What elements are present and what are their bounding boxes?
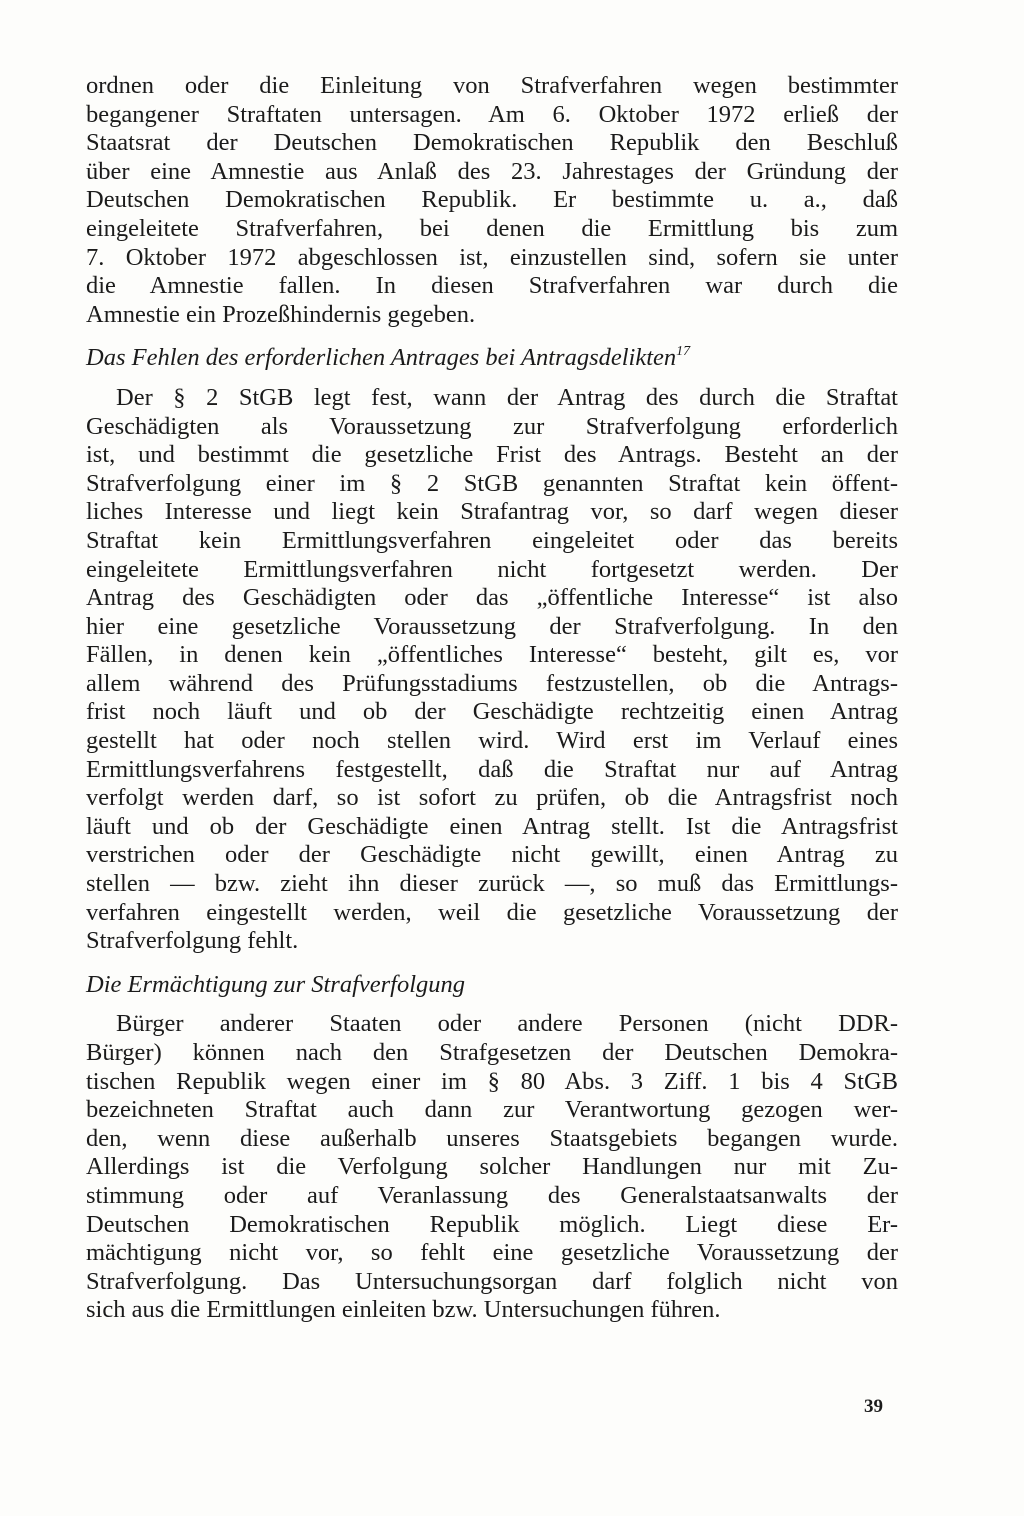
text-line: Bürger) können nach den Strafgesetzen der Deutschen Demokra- [86, 1039, 898, 1066]
text-line: bezeichneten Straftat auch dann zur Verantwortung gezogen wer- [86, 1096, 898, 1124]
text-line: frist noch läuft und ob der Geschädigte rechtzeitig einen Antrag [86, 698, 898, 726]
text-line: Der § 2 StGB legt fest, wann der Antrag des durch die Straftat [116, 383, 898, 411]
text-line: hier eine gesetzliche Voraussetzung der Strafverfolgung. In den [86, 612, 898, 640]
page-body [86, 72, 898, 1325]
text-line: über eine Amnestie aus Anlaß des 23. Jahrestages der Gründung der [86, 157, 898, 185]
text-line: Fällen, in denen kein „öffentliches Interesse“ besteht, gilt es, vor [86, 641, 898, 669]
text-line: Ermittlungsverfahrens festgestellt, daß die Straftat nur auf Antrag [86, 755, 898, 783]
text-line: ordnen oder die Einleitung von Strafverfahren wegen bestimmter [86, 72, 898, 99]
section-heading-antragsdelikte [86, 344, 898, 373]
text-line: ist, und bestimmt die gesetzliche Frist des Antrags. Besteht an der [86, 441, 898, 469]
text-line: stimmung oder auf Veranlassung des Generalstaatsanwalts der [86, 1181, 898, 1209]
text-line: verfolgt werden darf, so ist sofort zu prüfen, ob die Antragsfrist noch [86, 784, 898, 812]
text-line: mächtigung nicht vor, so fehlt eine gesetzliche Voraussetzung der [86, 1239, 898, 1267]
text-line: Staatsrat der Deutschen Demokratischen Republik den Beschluß [86, 129, 898, 157]
footnote-marker: 17 [676, 344, 691, 360]
text-line: Strafverfolgung fehlt. [86, 927, 299, 955]
text-line: Strafverfolgung. Das Untersuchungsorgan darf folglich nicht von [86, 1267, 898, 1295]
text-line: 7. Oktober 1972 abgeschlossen ist, einzustellen sind, sofern sie unter [86, 243, 898, 271]
text-line: die Amnestie fallen. In diesen Strafverfahren war durch die [86, 272, 898, 300]
text-line: den, wenn diese außerhalb unseres Staatsgebiets begangen wurde. [86, 1124, 898, 1152]
paragraph-ermaechtigung [86, 1010, 898, 1325]
text-line: begangener Straftaten untersagen. Am 6. Oktober 1972 erließ der [86, 100, 898, 128]
text-line: Antrag des Geschädigten oder das „öffentliche Interesse“ ist also [86, 584, 898, 612]
text-line: läuft und ob der Geschädigte einen Antrag stellt. Ist die Antragsfrist [86, 812, 898, 840]
text-line: sich aus die Ermittlungen einleiten bzw. Untersuchungen führen. [86, 1296, 721, 1324]
heading-text: Das Fehlen des erforderlichen Antrages bei Antragsdelikten [86, 344, 677, 372]
text-line: stellen — bzw. zieht ihn dieser zurück —, so muß das Ermittlungs- [86, 870, 898, 898]
text-line: eingeleitete Ermittlungsverfahren nicht fortgesetzt werden. Der [86, 555, 898, 583]
text-line: Straftat kein Ermittlungsverfahren eingeleitet oder das bereits [86, 526, 898, 554]
page-number: 39 [864, 1396, 883, 1417]
heading-text: Die Ermächtigung zur Strafverfolgung [86, 970, 466, 998]
text-line: Deutschen Demokratischen Republik. Er bestimmte u. a., daß [86, 186, 898, 214]
text-line: verstrichen oder der Geschädigte nicht gewillt, einen Antrag zu [86, 841, 898, 869]
text-line: Deutschen Demokratischen Republik möglich. Liegt diese Er- [86, 1210, 898, 1238]
text-line: gestellt hat oder noch stellen wird. Wird erst im Verlauf eines [86, 727, 898, 755]
paragraph-amnesty [86, 72, 898, 329]
section-heading-ermaechtigung [86, 971, 898, 1000]
paragraph-antrag [86, 384, 898, 956]
text-line: eingeleitete Strafverfahren, bei denen die Ermittlung bis zum [86, 214, 898, 242]
text-line: verfahren eingestellt werden, weil die gesetzliche Voraussetzung der [86, 898, 898, 926]
text-line: Amnestie ein Prozeßhindernis gegeben. [86, 300, 476, 328]
text-line: Bürger anderer Staaten oder andere Personen (nicht DDR- [116, 1010, 898, 1038]
text-line: allem während des Prüfungsstadiums festzustellen, ob die Antrags- [86, 669, 898, 697]
text-line: Allerdings ist die Verfolgung solcher Handlungen nur mit Zu- [86, 1153, 898, 1181]
text-line: tischen Republik wegen einer im § 80 Abs. 3 Ziff. 1 bis 4 StGB [86, 1067, 898, 1095]
text-line: liches Interesse und liegt kein Strafantrag vor, so darf wegen dieser [86, 498, 898, 526]
text-line: Geschädigten als Voraussetzung zur Strafverfolgung erforderlich [86, 412, 898, 440]
text-line: Strafverfolgung einer im § 2 StGB genannten Straftat kein öffent- [86, 469, 898, 497]
